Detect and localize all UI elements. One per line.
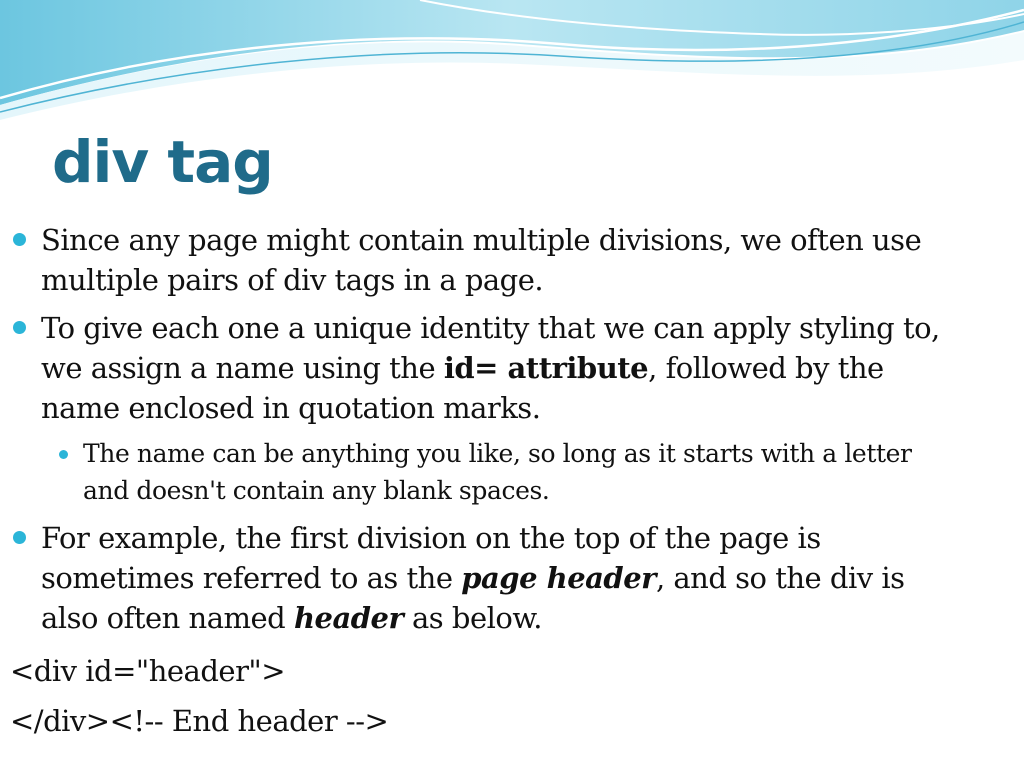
- sub-bullet-dot-icon: [59, 450, 68, 459]
- bullet-item-3: [0, 518, 951, 638]
- bullet-dot-icon: [13, 321, 26, 334]
- bullet-emphasis-header: header: [293, 601, 404, 635]
- bullet-dot-icon: [13, 531, 26, 544]
- bullet-text-before: To give each one a unique identity that we can apply styling to, we assign a name using the: [41, 311, 940, 385]
- bullet-text-before: For example, the first division on the top of the page is sometimes referred to as the: [41, 521, 821, 595]
- bullet-text: Since any page might contain multiple divisions, we often use multiple pairs of div tags in a page.: [41, 223, 922, 297]
- bullet-text-after: , followed by the name enclosed in quotation marks.: [41, 351, 884, 425]
- bullet-text-after: as below.: [403, 601, 542, 635]
- slide-body: [0, 220, 1000, 746]
- header-wave-decoration: [0, 0, 1024, 130]
- bullet-item-2: [0, 308, 951, 428]
- sub-bullet-item: [0, 435, 943, 509]
- bullet-emphasis-page-header: page header: [461, 561, 656, 595]
- code-line-open: <div id="header">: [10, 654, 286, 688]
- bullet-text-middle: , and so the div is also often named: [41, 561, 905, 635]
- bullet-item-1: [0, 220, 951, 300]
- bullet-bold-term: id= attribute: [443, 351, 649, 385]
- slide-title: div tag: [52, 128, 273, 196]
- code-line-close: </div><!-- End header -->: [10, 704, 389, 738]
- sub-bullet-text: The name can be anything you like, so long as it starts with a letter and doesn't contain any blank spaces.: [83, 439, 912, 505]
- bullet-dot-icon: [13, 233, 26, 246]
- bullet-list: [0, 220, 1000, 638]
